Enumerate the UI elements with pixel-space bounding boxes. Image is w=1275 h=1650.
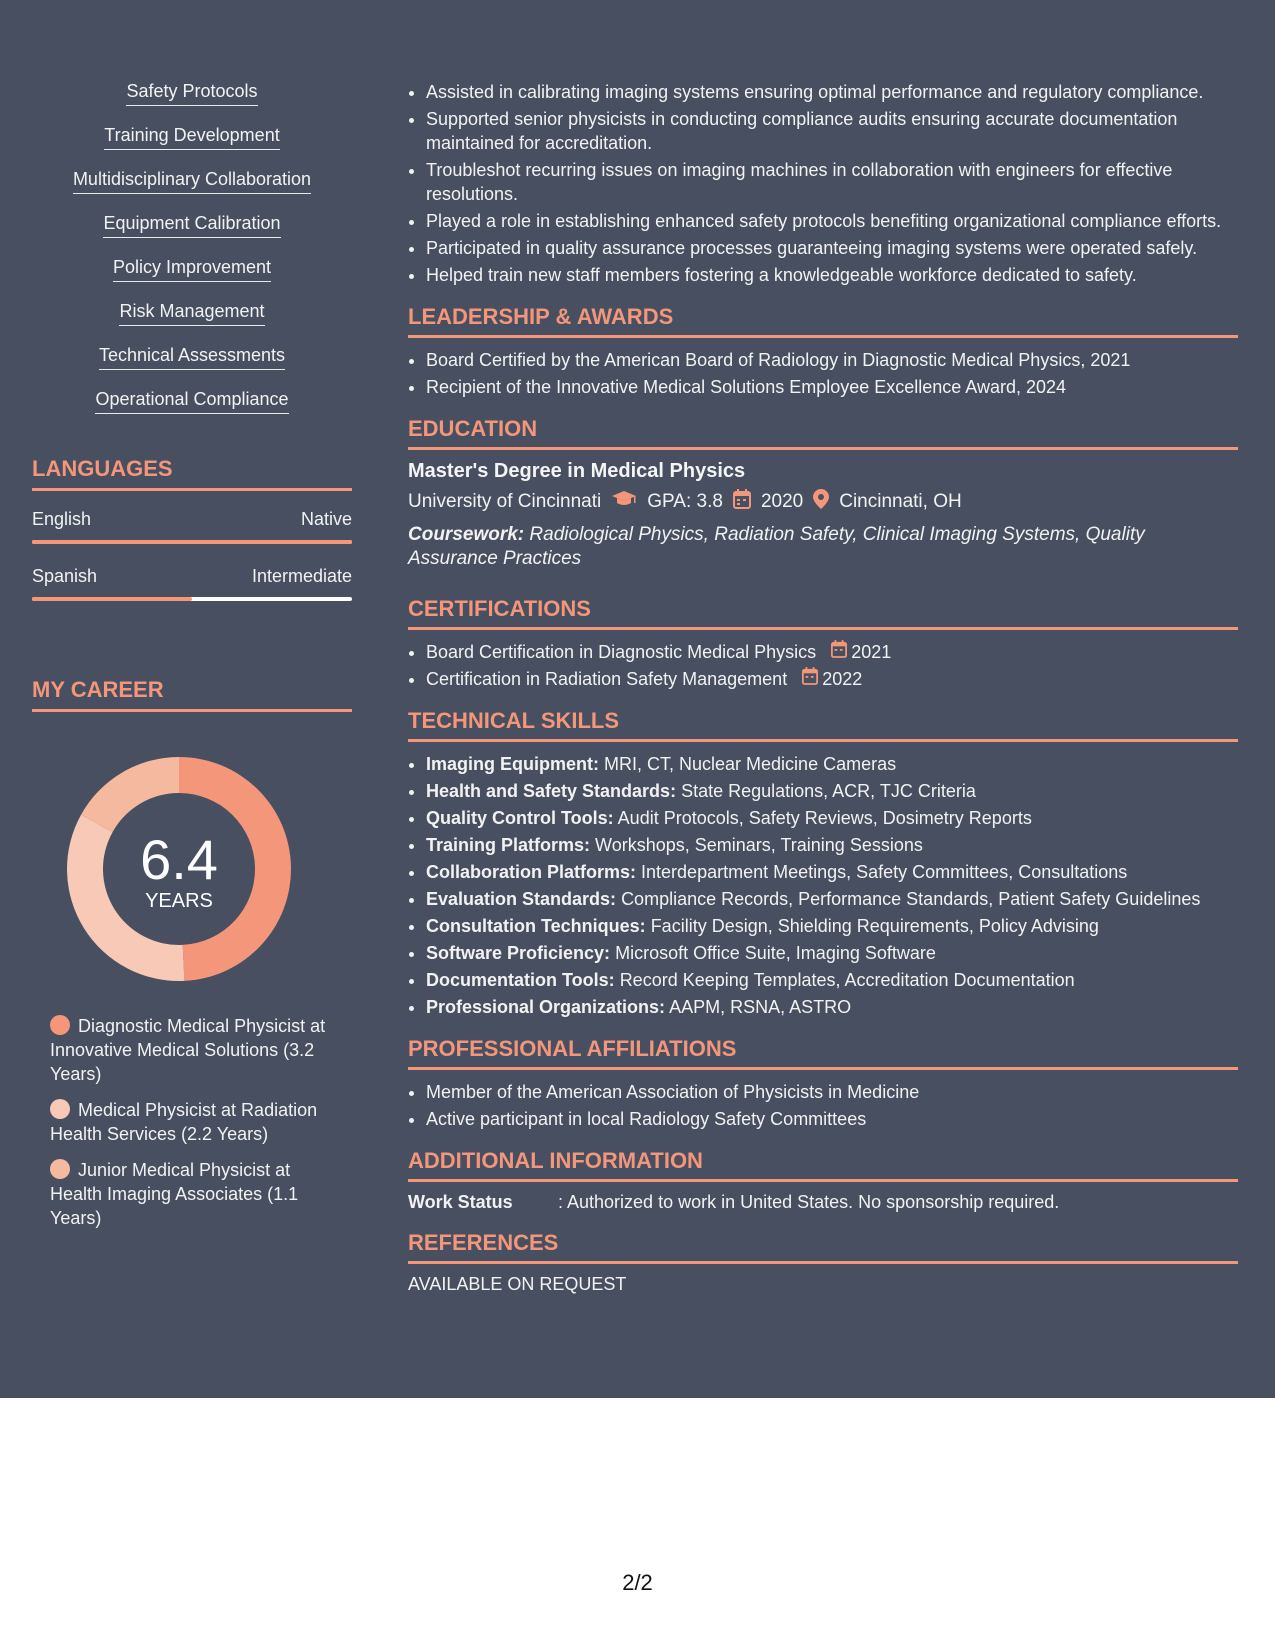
education-meta bbox=[408, 489, 1238, 515]
certification-name: Board Certification in Diagnostic Medical Physics bbox=[426, 642, 817, 662]
career-legend-text: Junior Medical Physicist at Health Imaging Associates (1.1 Years) bbox=[50, 1160, 299, 1228]
affiliation-item: • Member of the American Association of Physicists in Medicine bbox=[426, 1080, 1238, 1104]
work-status-label: Work Status bbox=[408, 1192, 513, 1212]
page-number: 2/2 bbox=[622, 1570, 653, 1595]
certifications-heading: CERTIFICATIONS bbox=[408, 595, 1238, 630]
leadership-list bbox=[408, 348, 1238, 399]
technical-skill-item bbox=[426, 995, 1238, 1019]
language-level: Intermediate bbox=[251, 566, 352, 586]
technical-skills-heading: TECHNICAL SKILLS bbox=[408, 707, 1238, 742]
languages-heading: LANGUAGES bbox=[32, 456, 352, 491]
legend-dot-icon bbox=[50, 1099, 70, 1119]
references-heading: REFERENCES bbox=[408, 1229, 1238, 1264]
work-status-value: : Authorized to work in United States. No sponsorship required. bbox=[558, 1192, 1060, 1212]
technical-skill-item bbox=[426, 941, 1238, 965]
language-level: Native bbox=[300, 509, 352, 529]
technical-skill-value: Audit Protocols, Safety Reviews, Dosimetry Reports bbox=[617, 808, 1032, 828]
graduation-year: 2020 bbox=[760, 491, 804, 512]
sidebar bbox=[32, 80, 352, 1242]
technical-skill-label: Documentation Tools: bbox=[426, 970, 615, 990]
skill-link[interactable]: Training Development bbox=[104, 124, 279, 150]
technical-skill-value: Record Keeping Templates, Accreditation Documentation bbox=[619, 970, 1075, 990]
leadership-item: • Board Certified by the American Board of Radiology in Diagnostic Medical Physics, 2021 bbox=[426, 348, 1238, 372]
calendar-icon bbox=[802, 667, 818, 691]
certification-name: Certification in Radiation Safety Management bbox=[426, 669, 788, 689]
skill-link[interactable]: Equipment Calibration bbox=[103, 212, 280, 238]
certification-year: 2022 bbox=[822, 669, 863, 689]
technical-skill-item bbox=[426, 860, 1238, 884]
experience-bullet: • Participated in quality assurance processes guaranteeing imaging systems were operated safely. bbox=[426, 236, 1238, 260]
career-legend-item bbox=[50, 1158, 330, 1230]
technical-skill-label: Professional Organizations: bbox=[426, 997, 666, 1017]
additional-info-heading: ADDITIONAL INFORMATION bbox=[408, 1147, 1238, 1182]
experience-bullet: • Helped train new staff members fostering a knowledgeable workforce dedicated to safety. bbox=[426, 263, 1238, 287]
skill-link[interactable]: Operational Compliance bbox=[95, 388, 288, 414]
technical-skill-value: Interdepartment Meetings, Safety Committees, Consultations bbox=[641, 862, 1128, 882]
skill-link[interactable]: Safety Protocols bbox=[126, 80, 257, 106]
skill-link[interactable]: Technical Assessments bbox=[99, 344, 285, 370]
graduation-cap-icon bbox=[611, 490, 637, 514]
technical-skill-item bbox=[426, 833, 1238, 857]
technical-skill-item bbox=[426, 806, 1238, 830]
language-level-fill bbox=[32, 597, 192, 601]
technical-skill-label: Imaging Equipment: bbox=[426, 754, 599, 774]
education-heading: EDUCATION bbox=[408, 415, 1238, 450]
technical-skill-label: Software Proficiency: bbox=[426, 943, 611, 963]
technical-skill-value: Facility Design, Shielding Requirements, Policy Advising bbox=[650, 916, 1099, 936]
technical-skill-item bbox=[426, 914, 1238, 938]
references-text: AVAILABLE ON REQUEST bbox=[408, 1274, 627, 1294]
experience-bullet: • Supported senior physicists in conducting compliance audits ensuring accurate documentation maintained for accreditation. bbox=[426, 107, 1238, 155]
experience-bullet: • Assisted in calibrating imaging systems ensuring optimal performance and regulatory compliance. bbox=[426, 80, 1238, 104]
experience-bullets bbox=[408, 80, 1238, 287]
gpa: GPA: 3.8 bbox=[647, 491, 723, 512]
language-name: English bbox=[32, 509, 92, 529]
career-legend bbox=[50, 1014, 330, 1230]
leadership-heading: LEADERSHIP & AWARDS bbox=[408, 303, 1238, 338]
language-level-bar bbox=[32, 597, 352, 601]
career-legend-text: Diagnostic Medical Physicist at Innovative Medical Solutions (3.2 Years) bbox=[50, 1016, 326, 1084]
affiliations-list bbox=[408, 1080, 1238, 1131]
technical-skill-item bbox=[426, 779, 1238, 803]
certification-item bbox=[426, 640, 1238, 664]
technical-skills-list bbox=[408, 752, 1238, 1019]
language-entry bbox=[32, 509, 352, 544]
technical-skill-label: Consultation Techniques: bbox=[426, 916, 646, 936]
legend-dot-icon bbox=[50, 1159, 70, 1179]
certification-item bbox=[426, 667, 1238, 691]
certification-year: 2021 bbox=[851, 642, 892, 662]
career-legend-item bbox=[50, 1014, 330, 1086]
technical-skill-label: Training Platforms: bbox=[426, 835, 591, 855]
leadership-item: • Recipient of the Innovative Medical Solutions Employee Excellence Award, 2024 bbox=[426, 375, 1238, 399]
work-status-row bbox=[408, 1192, 1238, 1213]
career-legend-text: Medical Physicist at Radiation Health Services (2.2 Years) bbox=[50, 1100, 318, 1144]
school-name: University of Cincinnati bbox=[408, 491, 602, 512]
technical-skill-value: MRI, CT, Nuclear Medicine Cameras bbox=[604, 754, 897, 774]
legend-dot-icon bbox=[50, 1015, 70, 1035]
language-level-bar bbox=[32, 540, 352, 544]
technical-skill-item bbox=[426, 887, 1238, 911]
coursework-label: Coursework: bbox=[408, 524, 525, 545]
technical-skill-label: Evaluation Standards: bbox=[426, 889, 617, 909]
skill-link[interactable]: Policy Improvement bbox=[113, 256, 271, 282]
career-donut-chart bbox=[64, 754, 294, 984]
experience-bullet: • Played a role in establishing enhanced safety protocols benefiting organizational compliance efforts. bbox=[426, 209, 1238, 233]
language-name: Spanish bbox=[32, 566, 98, 586]
certifications-list bbox=[408, 640, 1238, 691]
language-level-fill bbox=[32, 540, 352, 544]
calendar-icon bbox=[831, 640, 847, 664]
career-total-years: 6.4 bbox=[140, 828, 218, 891]
affiliation-item: • Active participant in local Radiology Safety Committees bbox=[426, 1107, 1238, 1131]
technical-skill-label: Collaboration Platforms: bbox=[426, 862, 637, 882]
technical-skill-value: Workshops, Seminars, Training Sessions bbox=[595, 835, 923, 855]
career-total-unit: YEARS bbox=[145, 890, 213, 912]
coursework bbox=[408, 523, 1238, 571]
school-location: Cincinnati, OH bbox=[839, 491, 962, 512]
technical-skill-item bbox=[426, 752, 1238, 776]
degree-title: Master's Degree in Medical Physics bbox=[408, 460, 746, 482]
technical-skill-value: Microsoft Office Suite, Imaging Software bbox=[615, 943, 936, 963]
technical-skill-value: AAPM, RSNA, ASTRO bbox=[669, 997, 852, 1017]
technical-skill-value: State Regulations, ACR, TJC Criteria bbox=[681, 781, 976, 801]
skills-list bbox=[32, 80, 352, 414]
skill-link[interactable]: Multidisciplinary Collaboration bbox=[73, 168, 311, 194]
experience-bullet: • Troubleshot recurring issues on imaging machines in collaboration with engineers for effective resolutions. bbox=[426, 158, 1238, 206]
technical-skill-value: Compliance Records, Performance Standards, Patient Safety Guidelines bbox=[621, 889, 1201, 909]
location-pin-icon bbox=[813, 489, 829, 515]
language-entry bbox=[32, 566, 352, 601]
coursework-text: Radiological Physics, Radiation Safety, Clinical Imaging Systems, Quality Assurance Practices bbox=[408, 524, 1145, 569]
skill-link[interactable]: Risk Management bbox=[119, 300, 264, 326]
technical-skill-label: Health and Safety Standards: bbox=[426, 781, 677, 801]
main-content bbox=[408, 80, 1238, 1295]
technical-skill-item bbox=[426, 968, 1238, 992]
technical-skill-label: Quality Control Tools: bbox=[426, 808, 614, 828]
affiliations-heading: PROFESSIONAL AFFILIATIONS bbox=[408, 1035, 1238, 1070]
calendar-icon bbox=[733, 489, 751, 515]
career-heading: MY CAREER bbox=[32, 677, 352, 712]
career-legend-item bbox=[50, 1098, 330, 1146]
